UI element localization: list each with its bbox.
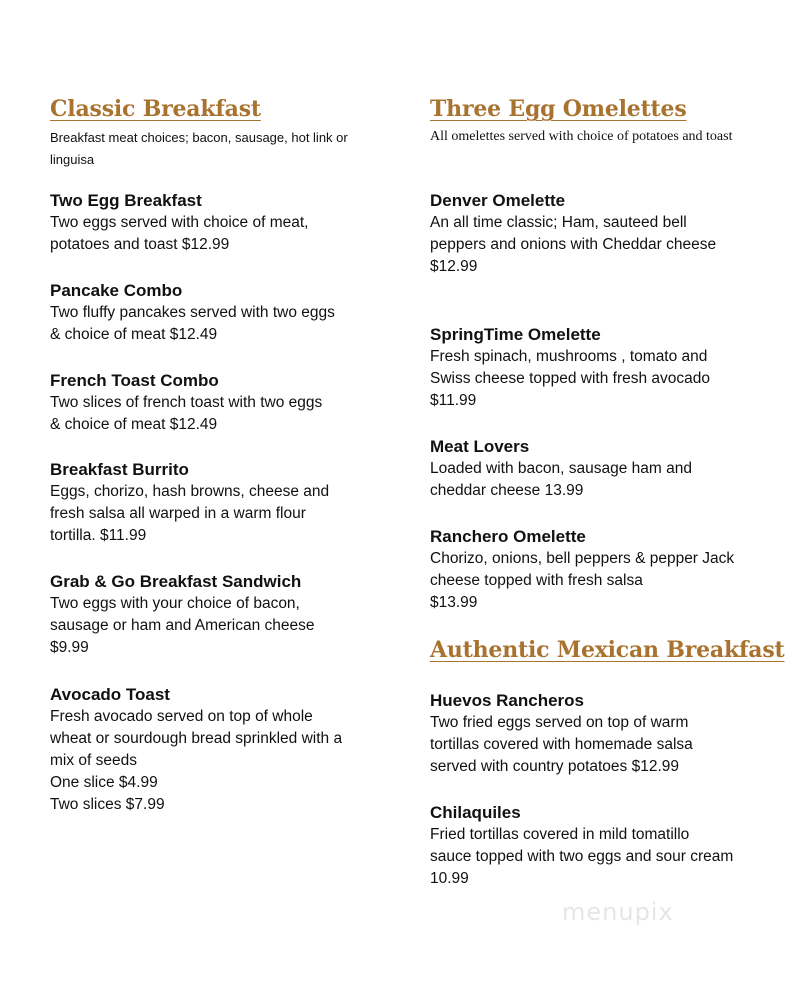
menu-item-description: Two fluffy pancakes served with two eggs & choice of meat $12.49 xyxy=(50,304,335,343)
menu-item-name: Breakfast Burrito xyxy=(50,460,189,479)
menu-item xyxy=(50,190,390,256)
menu-item xyxy=(50,571,390,659)
menu-item-description: Fresh avocado served on top of whole wheat or sourdough bread sprinkled with a mix of seeds One slice $4.99 Two slices $7.99 xyxy=(50,708,343,813)
section-subtitle-omelettes: All omelettes served with choice of potatoes and toast xyxy=(430,129,733,144)
menu-item-description: Fresh spinach, mushrooms , tomato and Swiss cheese topped with fresh avocado $11.99 xyxy=(430,348,711,409)
section-title-classic-breakfast: Classic Breakfast xyxy=(50,96,261,122)
menu-item xyxy=(50,684,390,816)
menu-item-description: An all time classic; Ham, sauteed bell peppers and onions with Cheddar cheese $12.99 xyxy=(430,214,717,275)
section-title-three-egg-omelettes: Three Egg Omelettes xyxy=(430,96,687,122)
menu-item-name: Huevos Rancheros xyxy=(430,691,584,710)
menu-item-name: Grab & Go Breakfast Sandwich xyxy=(50,572,302,591)
menu-item-name: Pancake Combo xyxy=(50,281,183,300)
menu-item-description: Two eggs with your choice of bacon, sausage or ham and American cheese $9.99 xyxy=(50,595,315,656)
menu-item xyxy=(430,324,775,412)
menu-item-name: Ranchero Omelette xyxy=(430,527,586,546)
menu-item xyxy=(50,280,390,346)
menu-item-description: Eggs, chorizo, hash browns, cheese and fresh salsa all warped in a warm flour tortilla. $11.99 xyxy=(50,483,330,544)
section-subtitle-meat-choices: Breakfast meat choices; bacon, sausage, hot link or linguisa xyxy=(50,130,348,167)
menu-item-description: Two eggs served with choice of meat, potatoes and toast $12.99 xyxy=(50,214,309,253)
menu-item-name: SpringTime Omelette xyxy=(430,325,601,344)
section-title-authentic-mexican-breakfast: Authentic Mexican Breakfast xyxy=(430,637,785,663)
menu-item-description: Two slices of french toast with two eggs & choice of meat $12.49 xyxy=(50,394,323,433)
menupix-watermark: menupix xyxy=(562,898,674,926)
menu-item-description: Two fried eggs served on top of warm tortillas covered with homemade salsa served with country potatoes $12.99 xyxy=(430,714,693,775)
menu-item xyxy=(50,459,390,547)
menu-item xyxy=(50,370,390,436)
menu-item-description: Fried tortillas covered in mild tomatillo sauce topped with two eggs and sour cream 10.99 xyxy=(430,826,734,887)
menu-item-name: Chilaquiles xyxy=(430,803,521,822)
menu-item-name: French Toast Combo xyxy=(50,371,219,390)
menu-item xyxy=(430,690,775,778)
menu-item xyxy=(430,526,775,614)
menu-item-name: Two Egg Breakfast xyxy=(50,191,202,210)
menu-item xyxy=(430,436,775,502)
menu-item-description: Loaded with bacon, sausage ham and cheddar cheese 13.99 xyxy=(430,460,692,499)
menu-item xyxy=(430,802,775,890)
menu-item-description: Chorizo, onions, bell peppers & pepper Jack cheese topped with fresh salsa $13.99 xyxy=(430,550,735,611)
menu-item-name: Denver Omelette xyxy=(430,191,566,210)
menu-item xyxy=(430,190,775,278)
menu-item-name: Meat Lovers xyxy=(430,437,530,456)
menu-item-name: Avocado Toast xyxy=(50,685,170,704)
